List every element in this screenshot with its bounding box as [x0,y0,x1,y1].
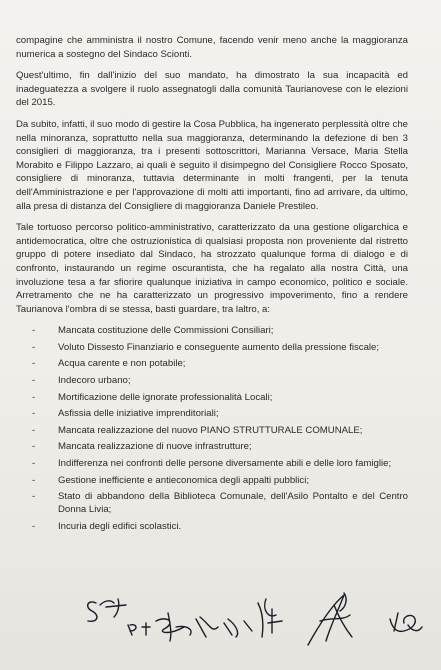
list-item [32,520,408,533]
paragraph-3: Da subito, infatti, il suo modo di gestire la Cosa Pubblica, ha ingenerato perplessità oltre che nella minoranza, soprattutto nella sua maggioranza, determinando la defezione di ben 3 consiglieri di maggioranza, tra i presenti sottoscrittori, Marianna Versace, Maria Stella Morabito e Filippo Lazzaro, ai quali è seguito il disimpegno del Consigliere Rocco Sposato, consigliere di minoranza, tuttavia determinante in molti frangenti, per la tenuta dell'Amministrazione e per l'approvazione di molti atti importanti, fino ad arrivare, da ultimo, alla presa di distanza del Consigliere di maggioranza Daniele Prestileo. [16,118,408,212]
list-item [32,324,408,337]
list-item [32,490,408,516]
list-marker: - [32,491,36,503]
list-item [32,440,408,453]
list-item [32,457,408,470]
signature-4 [308,593,352,645]
list-marker: - [32,521,36,533]
signature-1 [88,599,126,621]
list-marker: - [32,341,36,353]
list-marker: - [32,474,36,486]
list-item [32,407,408,420]
paragraph-1: compagine che amministra il nostro Comune, facendo venir meno anche la maggioranza numerica a sostegno del Sindaco Scionti. [16,35,408,60]
list-marker: - [32,375,36,387]
list-item-text: Mortificazione delle ignorate professionalità Locali; [58,391,273,403]
signature-3 [258,599,282,637]
grievance-list [16,324,408,533]
paragraph-4: Tale tortuoso percorso politico-amministrativo, caratterizzato da una gestione oligarchica e antidemocratica, oltre che ostruzionistica di qualsiasi proposta non proveniente dal ristretto gruppo di potere insediato dal Sindaco, ha strozzato qualunque forma di dialogo e di confronto, instaurando un regime oscurantista, che ha regalato alla nostra Città, una involuzione tesa a far sfiorire qualunque iniziativa in campo economico, politico e sociale. Arretramento che ne ha caratterizzato un progressivo impoverimento, fino a rendere Taurianova l'ombra di se stessa, basti guardare, tra laltro, a: [16,222,408,315]
list-item-text: Mancata realizzazione di nuove infrastrutture; [58,441,252,453]
list-marker: - [32,424,36,436]
list-item-text: Stato di abbandono della Biblioteca Comunale, dell'Asilo Pontalto e del Centro Donna Livia; [58,491,408,516]
list-item [32,391,408,404]
list-item-text: Gestione inefficiente e antieconomica degli appalti pubblici; [58,474,310,486]
list-item [32,424,408,437]
list-item-text: Indifferenza nei confronti delle persone diversamente abili e delle loro famiglie; [58,458,392,470]
list-marker: - [32,391,36,403]
list-marker: - [32,408,36,420]
paragraph-2: Quest'ultimo, fin dall'inizio del suo mandato, ha dimostrato la sua incapacità ed inadeguatezza a svolgere il ruolo assegnatogli dalla comunità Taurianovese con le elezioni del 2015. [16,70,408,109]
list-item [32,357,408,370]
list-marker: - [32,325,36,337]
list-item [32,341,408,354]
document-body [16,34,408,537]
list-item [32,474,408,487]
list-marker: - [32,458,36,470]
signature-5 [390,613,422,631]
list-item-text: Acqua carente e non potabile; [58,358,186,370]
list-marker: - [32,441,36,453]
list-marker: - [32,358,36,370]
signatures-area [0,575,441,670]
list-item-text: Mancata realizzazione del nuovo PIANO STRUTTURALE COMUNALE; [58,424,363,436]
list-item [32,374,408,387]
list-item-text: Asfissia delle iniziative imprenditoriali; [58,408,219,420]
signature-2 [128,613,252,641]
list-item-text: Voluto Dissesto Finanziario e conseguente aumento della pressione fiscale; [58,341,380,353]
list-item-text: Indecoro urbano; [58,375,131,387]
handwritten-signatures [0,575,441,670]
list-item-text: Incuria degli edifici scolastici. [58,521,182,533]
list-item-text: Mancata costituzione delle Commissioni Consiliari; [58,325,274,337]
